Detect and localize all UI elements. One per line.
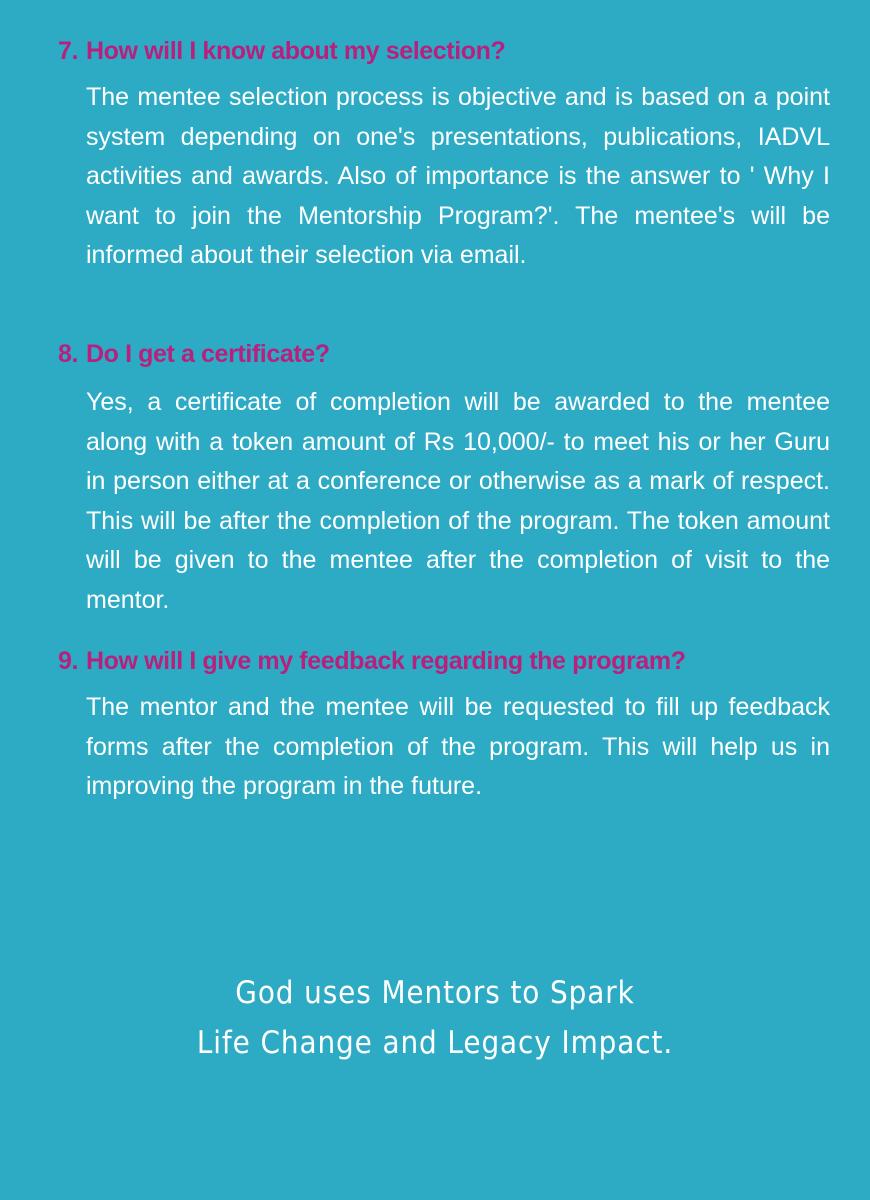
faq-number: 7. [58, 37, 79, 65]
faq-question-text: How will I know about my selection? [86, 37, 506, 65]
faq-question [58, 646, 686, 676]
faq-question [58, 36, 505, 66]
faq-question [58, 339, 330, 369]
faq-answer: The mentee selection process is objective and is based on a point system depending on one's presentations, publications, IADVL activities and awards. Also of importance is the answer to ' Why I want to join the Mentorship Program?'. The mentee's will be informed about their selection via email. [86, 83, 830, 270]
closing-quote [44, 968, 827, 1068]
faq-question-text: Do I get a certificate? [86, 340, 330, 368]
faq-answer: The mentor and the mentee will be requested to fill up feedback forms after the completion of the program. This will help us in improving the program in the future. [86, 693, 830, 801]
faq-number: 8. [58, 340, 79, 368]
faq-question-text: How will I give my feedback regarding the program? [86, 647, 686, 675]
faq-number: 9. [58, 647, 79, 675]
faq-answer: Yes, a certificate of completion will be awarded to the mentee along with a token amount of Rs 10,000/- to meet his or her Guru in person either at a conference or otherwise as a mark of respect. This will be after the completion of the program. The token amount will be given to the mentee after the completion of visit to the mentor. [86, 388, 830, 614]
quote-line-2: Life Change and Legacy Impact. [196, 1025, 674, 1061]
quote-line-1: God uses Mentors to Spark [235, 975, 635, 1011]
